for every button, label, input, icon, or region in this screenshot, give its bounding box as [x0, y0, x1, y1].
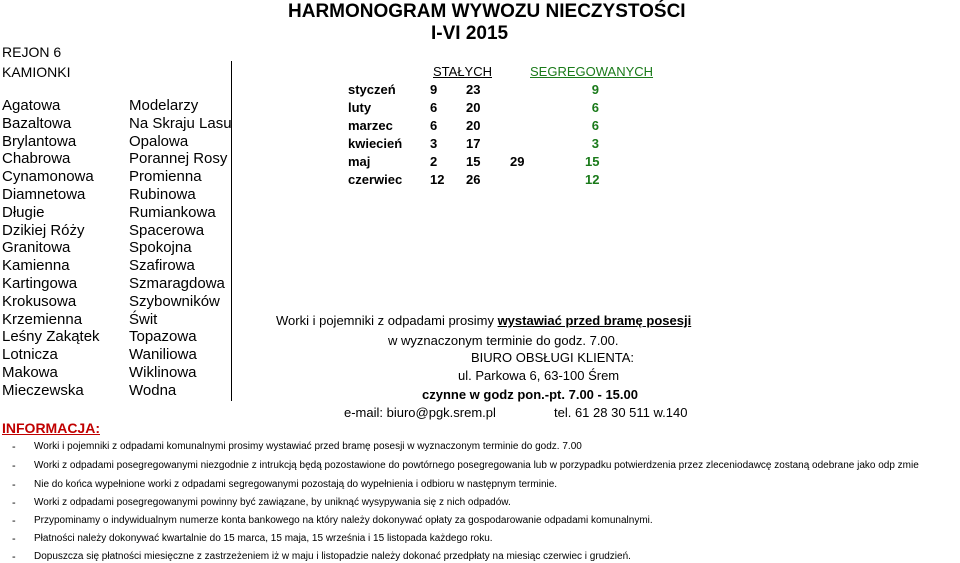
street-name: Brylantowa — [2, 132, 77, 150]
street-name: Lotnicza — [2, 346, 58, 364]
street-name: Diamnetowa — [2, 186, 86, 203]
info-item: Dopuszcza się płatności miesięczne z zastrzeżeniem iż w maju i listopadzie należy dokonać przedpłaty na miesiąc czerwiec i grudzień. — [34, 551, 631, 562]
street-name: Kamienna — [2, 257, 70, 275]
street-name: Modelarzy — [129, 97, 199, 114]
info-item: Worki z odpadami posegregowanymi niezgodnie z intrukcją będą pozostawione do powtórnego posegregowania lub w porzypadku potwierdzenia przez zleceniodawcę zostaną odebrane jako odp zmie — [34, 460, 919, 471]
schedule-day: 6 — [430, 100, 438, 115]
street-name: Wiklinowa — [129, 364, 197, 381]
info-bullet: - — [12, 515, 16, 527]
street-name: Na Skraju Lasu — [129, 114, 232, 132]
street-name: Granitowa — [2, 239, 71, 257]
street-name: Promienna — [129, 168, 202, 186]
street-name: Świt — [129, 310, 158, 328]
schedule-segregated-day: 12 — [585, 172, 600, 187]
schedule-day: 23 — [466, 82, 481, 97]
schedule-day: 20 — [466, 118, 481, 133]
street-name: Bazaltowa — [2, 114, 72, 132]
street-name: Waniliowa — [129, 346, 197, 364]
street-name: Topazowa — [129, 328, 197, 346]
office-hours: czynne w godz pon.-pt. 7.00 - 15.00 — [422, 387, 638, 402]
schedule-segregated-day: 6 — [591, 118, 599, 133]
info-item: Worki z odpadami posegregowanymi powinny być zawiązane, by uniknąć wysypywania się z nich odpadów. — [34, 497, 511, 508]
region-label: REJON 6 — [2, 44, 62, 60]
street-name: Rumiankowa — [129, 203, 216, 221]
street-name: Agatowa — [2, 97, 61, 114]
schedule-segregated-day: 15 — [585, 154, 600, 169]
street-name: Cynamonowa — [2, 168, 94, 186]
office-address: ul. Parkowa 6, 63-100 Śrem — [458, 368, 620, 383]
document-title: HARMONOGRAM WYWOZU NIECZYSTOŚCI — [288, 1, 686, 22]
schedule-month: luty — [348, 100, 372, 115]
schedule-month: kwiecień — [348, 136, 403, 151]
street-name: Mieczewska — [2, 381, 84, 399]
schedule-day: 6 — [430, 118, 438, 133]
notice-text: Worki i pojemniki z odpadami prosimy — [276, 313, 498, 328]
info-bullet: - — [12, 460, 16, 472]
info-heading: INFORMACJA: — [2, 420, 100, 436]
vertical-divider — [231, 61, 232, 401]
info-item: Płatności należy dokonywać kwartalnie do 15 marca, 15 maja, 15 września i 15 listopada każdego roku. — [34, 533, 493, 544]
office-email: e-mail: biuro@pgk.srem.pl — [344, 405, 496, 420]
office-phone: tel. 61 28 30 511 w.140 — [554, 405, 688, 420]
street-name: Spokojna — [129, 239, 192, 257]
street-name: Makowa — [2, 364, 58, 381]
schedule-month: czerwiec — [348, 172, 403, 187]
document-period: I-VI 2015 — [431, 23, 509, 44]
info-bullet: - — [12, 497, 16, 509]
schedule-day: 17 — [466, 136, 481, 151]
schedule-segregated-day: 6 — [591, 100, 599, 115]
street-name: Chabrowa — [2, 150, 71, 168]
info-bullet: - — [12, 551, 16, 563]
street-name: Dzikiej Róży — [2, 221, 85, 239]
street-name: Spacerowa — [129, 221, 205, 239]
office-title: BIURO OBSŁUGI KLIENTA: — [471, 350, 635, 365]
schedule-day: 29 — [510, 154, 525, 169]
schedule-segregated-day: 9 — [591, 82, 599, 97]
street-name: Leśny Zakątek — [2, 328, 100, 346]
schedule-month: marzec — [348, 118, 393, 133]
street-name: Opalowa — [129, 132, 189, 150]
column-header-stale: STAŁYCH — [433, 64, 492, 79]
schedule-day: 2 — [430, 154, 438, 169]
street-name: Szmaragdowa — [129, 275, 225, 292]
schedule-month: maj — [348, 154, 371, 169]
schedule-day: 12 — [430, 172, 445, 187]
schedule-day: 26 — [466, 172, 481, 187]
street-name: Wodna — [129, 381, 177, 399]
street-name: Krzemienna — [2, 310, 83, 328]
street-name: Szybowników — [129, 292, 220, 310]
area-label: KAMIONKI — [2, 64, 71, 80]
notice-line-2: w wyznaczonym terminie do godz. 7.00. — [388, 333, 619, 348]
street-name: Rubinowa — [129, 186, 196, 203]
street-name: Szafirowa — [129, 257, 195, 275]
info-item: Worki i pojemniki z odpadami komunalnymi prosimy wystawiać przed bramę posesji w wyznaczonym terminie do godz. 7.00 — [34, 441, 582, 452]
schedule-day: 3 — [430, 136, 438, 151]
street-name: Krokusowa — [2, 292, 77, 310]
schedule-day: 15 — [466, 154, 481, 169]
schedule-segregated-day: 3 — [591, 136, 599, 151]
info-item: Przypominamy o indywidualnym numerze konta bankowego na który należy dokonywać opłaty za gospodarowanie odpadami komunalnymi. — [34, 515, 653, 526]
schedule-day: 20 — [466, 100, 481, 115]
info-bullet: - — [12, 479, 16, 491]
street-name: Długie — [2, 203, 45, 221]
column-header-segregowane: SEGREGOWANYCH — [530, 64, 654, 79]
street-name: Porannej Rosy — [129, 150, 228, 168]
schedule-day: 9 — [430, 82, 438, 97]
info-bullet: - — [12, 533, 16, 545]
info-bullet: - — [12, 441, 16, 453]
street-name: Kartingowa — [2, 275, 78, 292]
schedule-month: styczeń — [348, 82, 396, 97]
notice-underlined: wystawiać przed bramę posesji — [497, 313, 692, 328]
info-item: Nie do końca wypełnione worki z odpadami segregowanymi pozostają do wypełnienia i odbioru w następnym terminie. — [34, 479, 558, 490]
notice-line-1 — [276, 313, 691, 328]
